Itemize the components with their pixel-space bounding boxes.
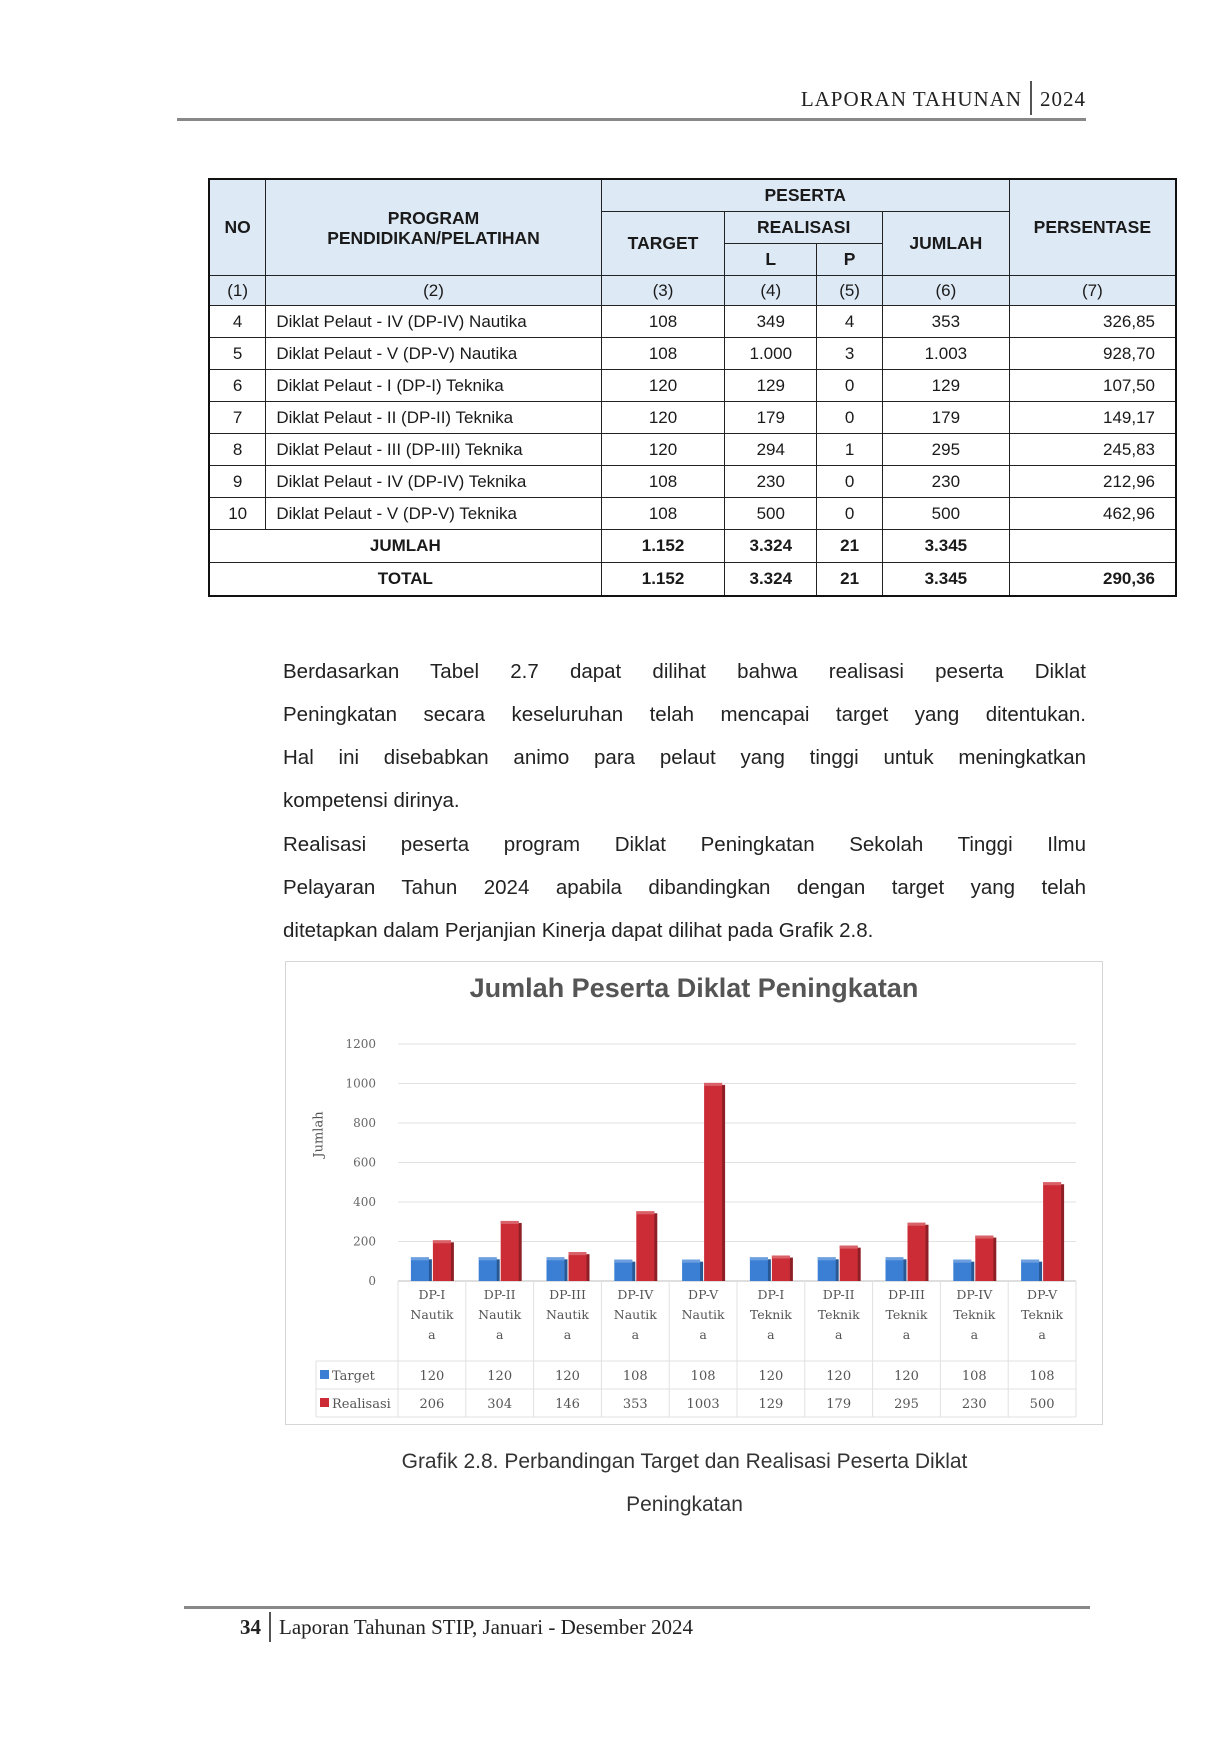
cell-l: 294 (725, 434, 817, 466)
th-p: P (817, 244, 883, 276)
x-tick-label: Nautik (545, 1307, 590, 1322)
bar-top (953, 1260, 971, 1263)
th-persentase: PERSENTASE (1009, 179, 1176, 276)
index-cell: (5) (817, 276, 883, 306)
bar-top (704, 1083, 722, 1086)
jumlah-target: 1.152 (601, 530, 725, 563)
bar-realisasi (501, 1221, 519, 1281)
total-p: 21 (817, 563, 883, 597)
total-target: 1.152 (601, 563, 725, 597)
x-tick-label: DP-III (549, 1287, 586, 1302)
cell-persentase: 107,50 (1009, 370, 1176, 402)
bar-top (840, 1246, 858, 1249)
cell-program: Diklat Pelaut - III (DP-III) Teknika (266, 434, 601, 466)
table-row (209, 434, 1176, 466)
bar-top (569, 1252, 587, 1255)
index-cell: (2) (266, 276, 601, 306)
bar-realisasi (772, 1256, 790, 1281)
data-value: 120 (758, 1369, 784, 1384)
bar-realisasi (908, 1223, 926, 1281)
bar-top (614, 1260, 632, 1263)
table-row (209, 338, 1176, 370)
cell-p: 3 (817, 338, 883, 370)
x-tick-label: a (563, 1327, 572, 1342)
bar-top (479, 1257, 497, 1260)
paragraph-2 (283, 823, 1086, 952)
x-tick-label: a (428, 1327, 436, 1342)
data-value: 108 (622, 1369, 648, 1384)
table-row (209, 466, 1176, 498)
data-value: 120 (419, 1369, 445, 1384)
x-tick-label: DP-III (888, 1287, 925, 1302)
cell-program: Diklat Pelaut - V (DP-V) Nautika (266, 338, 601, 370)
bar-top (682, 1260, 700, 1263)
x-tick-label: a (495, 1327, 504, 1342)
y-tick-label: 800 (353, 1116, 376, 1130)
bar-target (614, 1260, 632, 1281)
th-realisasi: REALISASI (725, 212, 883, 244)
paragraph-line: ditetapkan dalam Perjanjian Kinerja dapat dilihat pada Grafik 2.8. (283, 919, 874, 942)
header-year: 2024 (1040, 86, 1086, 111)
total-l: 3.324 (725, 563, 817, 597)
x-tick-label: Teknik (749, 1307, 792, 1322)
cell-persentase: 326,85 (1009, 306, 1176, 338)
cell-program: Diklat Pelaut - IV (DP-IV) Teknika (266, 466, 601, 498)
y-axis-label: Jumlah (311, 1111, 327, 1158)
jumlah-label: JUMLAH (209, 530, 601, 563)
table-row (209, 370, 1176, 402)
cell-no: 7 (209, 402, 266, 434)
x-tick-label: Teknik (953, 1307, 996, 1322)
data-value: 1003 (686, 1397, 720, 1412)
header-text (801, 84, 1086, 118)
x-tick-label: Nautik (681, 1307, 725, 1322)
cell-no: 10 (209, 498, 266, 530)
cell-program: Diklat Pelaut - II (DP-II) Teknika (266, 402, 601, 434)
cell-l: 179 (725, 402, 817, 434)
cell-p: 0 (817, 466, 883, 498)
data-value: 206 (419, 1397, 445, 1412)
cell-p: 0 (817, 402, 883, 434)
cell-persentase: 212,96 (1009, 466, 1176, 498)
data-value: 108 (961, 1369, 987, 1384)
figure-caption (283, 1440, 1086, 1526)
bar-top (975, 1236, 993, 1239)
cell-no: 5 (209, 338, 266, 370)
cell-l: 500 (725, 498, 817, 530)
index-cell: (3) (601, 276, 725, 306)
total-label: TOTAL (209, 563, 601, 597)
header-separator (1030, 81, 1032, 115)
y-tick-label: 0 (368, 1274, 376, 1288)
legend-key-realisasi (320, 1398, 329, 1407)
header-rule (177, 118, 1086, 121)
table-row (209, 306, 1176, 338)
total-persentase: 290,36 (1009, 563, 1176, 597)
caption-line-1: Grafik 2.8. Perbandingan Target dan Realisasi Peserta Diklat (401, 1450, 968, 1473)
paragraph-line: kompetensi dirinya. (283, 789, 460, 812)
paragraph-line: Pelayaran Tahun 2024 apabila dibandingkan dengan target yang telah (283, 876, 1086, 899)
total-jumlah: 3.345 (883, 563, 1010, 597)
cell-l: 1.000 (725, 338, 817, 370)
y-tick-label: 1000 (345, 1076, 376, 1091)
cell-target: 120 (601, 370, 725, 402)
index-cell: (4) (725, 276, 817, 306)
th-target: TARGET (601, 212, 725, 276)
chart-title: Jumlah Peserta Diklat Peningkatan (469, 973, 919, 1003)
cell-persentase: 462,96 (1009, 498, 1176, 530)
footer-separator (269, 1612, 271, 1642)
bar-top (886, 1257, 904, 1260)
x-tick-label: DP-II (483, 1287, 516, 1302)
th-program (266, 179, 601, 276)
y-tick-label: 200 (353, 1234, 376, 1249)
paragraph-line: Berdasarkan Tabel 2.7 dapat dilihat bahwa realisasi peserta Diklat (283, 660, 1086, 683)
cell-no: 9 (209, 466, 266, 498)
page-header (177, 78, 1086, 122)
bar-target (411, 1257, 429, 1281)
cell-p: 4 (817, 306, 883, 338)
bar-target (750, 1257, 768, 1281)
cell-jumlah: 230 (883, 466, 1010, 498)
table-row (209, 402, 1176, 434)
cell-jumlah: 500 (883, 498, 1010, 530)
paragraph-line: Realisasi peserta program Diklat Peningkatan Sekolah Tinggi Ilmu (283, 833, 1086, 856)
jumlah-p: 21 (817, 530, 883, 563)
x-tick-label: a (767, 1327, 775, 1342)
th-peserta: PESERTA (601, 179, 1009, 212)
header-title: LAPORAN TAHUNAN (800, 86, 1022, 111)
cell-p: 0 (817, 370, 883, 402)
x-tick-label: DP-V (1027, 1287, 1058, 1302)
th-no: NO (209, 179, 266, 276)
y-tick-label: 1200 (345, 1037, 376, 1051)
table-row (209, 498, 1176, 530)
index-row (209, 276, 1176, 306)
paragraph-line: Hal ini disebabkan animo para pelaut yang tinggi untuk meningkatkan (283, 746, 1086, 769)
x-tick-label: a (699, 1327, 707, 1342)
bar-target (953, 1260, 971, 1281)
data-value: 120 (555, 1369, 580, 1384)
cell-persentase: 149,17 (1009, 402, 1176, 434)
x-tick-label: a (970, 1327, 979, 1342)
x-tick-label: a (834, 1327, 843, 1342)
bar-realisasi (569, 1252, 587, 1281)
cell-jumlah: 179 (883, 402, 1010, 434)
x-tick-label: Teknik (817, 1307, 860, 1322)
cell-persentase: 928,70 (1009, 338, 1176, 370)
bar-top (433, 1240, 451, 1243)
x-tick-label: Teknik (1021, 1307, 1064, 1322)
cell-target: 120 (601, 402, 725, 434)
chart-frame (285, 961, 1103, 1425)
x-tick-label: Nautik (410, 1307, 454, 1322)
cell-program: Diklat Pelaut - V (DP-V) Teknika (266, 498, 601, 530)
bar-chart (286, 962, 1102, 1424)
data-value: 304 (487, 1397, 513, 1412)
caption-line-2: Peningkatan (626, 1493, 743, 1516)
bar-target (682, 1260, 700, 1281)
bar-target (818, 1257, 836, 1281)
x-tick-label: DP-I (757, 1287, 785, 1302)
x-tick-label: Nautik (478, 1307, 522, 1322)
bar-top (1043, 1182, 1061, 1185)
index-cell: (1) (209, 276, 266, 306)
x-tick-label: Teknik (885, 1307, 928, 1322)
data-value: 120 (487, 1369, 513, 1384)
data-value: 146 (555, 1397, 580, 1412)
data-value: 353 (622, 1397, 648, 1412)
cell-jumlah: 353 (883, 306, 1010, 338)
peserta-table (208, 178, 1177, 597)
page-number: 34 (240, 1614, 261, 1639)
x-tick-label: DP-I (418, 1287, 446, 1302)
cell-jumlah: 1.003 (883, 338, 1010, 370)
bar-realisasi (636, 1211, 654, 1281)
y-tick-label: 600 (353, 1155, 376, 1170)
bar-realisasi (704, 1083, 722, 1281)
th-program-label: PROGRAM PENDIDIKAN/PELATIHAN (327, 207, 540, 248)
data-value: 230 (961, 1397, 987, 1412)
footer-rule (184, 1606, 1090, 1609)
bar-top (411, 1257, 429, 1260)
bar-target (479, 1257, 497, 1281)
bar-realisasi (433, 1240, 451, 1281)
jumlah-l: 3.324 (725, 530, 817, 563)
jumlah-row (209, 530, 1176, 563)
data-value: 500 (1029, 1397, 1055, 1412)
x-tick-label: DP-IV (617, 1287, 654, 1302)
bar-top (772, 1256, 790, 1259)
data-value: 295 (894, 1397, 919, 1412)
cell-l: 129 (725, 370, 817, 402)
legend-label-realisasi: Realisasi (332, 1397, 391, 1412)
index-cell: (7) (1009, 276, 1176, 306)
x-tick-label: DP-II (822, 1287, 855, 1302)
cell-program: Diklat Pelaut - IV (DP-IV) Nautika (266, 306, 601, 338)
th-jumlah: JUMLAH (883, 212, 1010, 276)
bar-realisasi (975, 1236, 993, 1281)
cell-target: 108 (601, 306, 725, 338)
footer-text: Laporan Tahunan STIP, Januari - Desember 2024 (279, 1614, 693, 1639)
x-tick-label: Nautik (613, 1307, 657, 1322)
index-cell: (6) (883, 276, 1010, 306)
cell-no: 6 (209, 370, 266, 402)
x-tick-label: DP-V (688, 1287, 719, 1302)
legend-label-target: Target (332, 1369, 375, 1384)
cell-no: 8 (209, 434, 266, 466)
bar-top (1021, 1260, 1039, 1263)
cell-no: 4 (209, 306, 266, 338)
cell-jumlah: 129 (883, 370, 1010, 402)
bar-top (547, 1257, 565, 1260)
cell-target: 120 (601, 434, 725, 466)
cell-target: 108 (601, 498, 725, 530)
cell-l: 349 (725, 306, 817, 338)
bar-target (547, 1257, 565, 1281)
bar-realisasi (840, 1246, 858, 1281)
th-l: L (725, 244, 817, 276)
data-value: 179 (826, 1397, 852, 1412)
paragraph-1 (283, 650, 1086, 822)
x-tick-label: DP-IV (956, 1287, 993, 1302)
cell-jumlah: 295 (883, 434, 1010, 466)
data-value: 108 (1029, 1369, 1055, 1384)
data-value: 129 (758, 1397, 784, 1412)
bar-top (818, 1257, 836, 1260)
bar-top (908, 1223, 926, 1226)
cell-l: 230 (725, 466, 817, 498)
bar-top (750, 1257, 768, 1260)
y-tick-label: 400 (353, 1195, 376, 1209)
total-row (209, 563, 1176, 597)
cell-target: 108 (601, 338, 725, 370)
bar-realisasi (1043, 1182, 1061, 1281)
x-tick-label: a (631, 1327, 640, 1342)
cell-target: 108 (601, 466, 725, 498)
cell-persentase: 245,83 (1009, 434, 1176, 466)
cell-p: 0 (817, 498, 883, 530)
legend-key-target (320, 1370, 329, 1379)
cell-p: 1 (817, 434, 883, 466)
bar-top (501, 1221, 519, 1224)
jumlah-persentase (1009, 530, 1176, 563)
data-value: 120 (826, 1369, 852, 1384)
bar-top (636, 1211, 654, 1214)
page-footer (240, 1614, 693, 1644)
jumlah-jumlah: 3.345 (883, 530, 1010, 563)
x-tick-label: a (1038, 1327, 1046, 1342)
data-value: 120 (894, 1369, 919, 1384)
bar-target (886, 1257, 904, 1281)
cell-program: Diklat Pelaut - I (DP-I) Teknika (266, 370, 601, 402)
x-tick-label: a (902, 1327, 911, 1342)
bar-target (1021, 1260, 1039, 1281)
data-value: 108 (690, 1369, 716, 1384)
paragraph-line: Peningkatan secara keseluruhan telah mencapai target yang ditentukan. (283, 703, 1086, 726)
